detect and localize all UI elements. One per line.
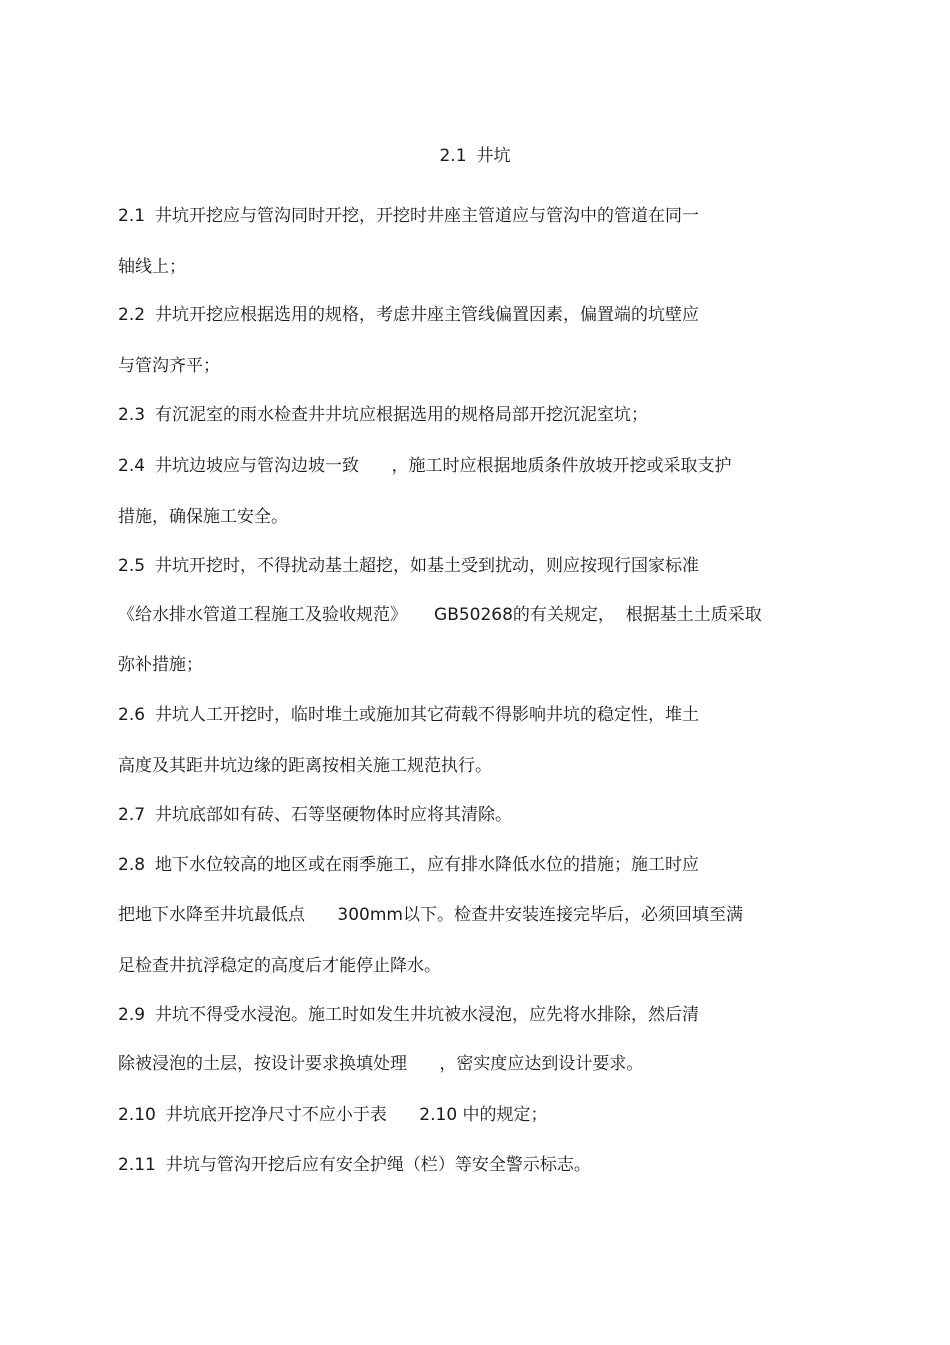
line-text: 《给水排水管道工程施工及验收规范》 GB50268的有关规定， 根据基土土质采取 bbox=[118, 605, 762, 625]
clause-number: 2.6 bbox=[118, 705, 146, 725]
line-text: 把地下水降至井坑最低点 300mm以下。检查井安装连接完毕后，必须回填至满 bbox=[118, 905, 743, 925]
line-text: 井坑不得受水浸泡。施工时如发生井坑被水浸泡，应先将水排除，然后清 bbox=[155, 1005, 700, 1025]
paragraph-line bbox=[118, 254, 186, 280]
clause-number: 2.3 bbox=[118, 405, 146, 425]
line-text: 井坑底开挖净尺寸不应小于表 2.10 中的规定； bbox=[165, 1105, 548, 1125]
paragraph-line bbox=[118, 1102, 548, 1128]
clause-number: 2.2 bbox=[118, 305, 146, 325]
line-text: 井坑人工开挖时，临时堆土或施加其它荷载不得影响井坑的稳定性，堆土 bbox=[155, 705, 700, 725]
paragraph-line bbox=[118, 302, 699, 328]
line-text: 与管沟齐平； bbox=[118, 356, 220, 376]
line-text: 井坑边坡应与管沟边坡一致 ，施工时应根据地质条件放坡开挖或采取支护 bbox=[155, 456, 732, 476]
line-text: 足检查井抗浮稳定的高度后才能停止降水。 bbox=[118, 956, 441, 976]
clause-number: 2.7 bbox=[118, 805, 146, 825]
paragraph-line bbox=[118, 504, 288, 530]
line-text: 轴线上； bbox=[118, 257, 186, 277]
paragraph-line bbox=[118, 203, 699, 229]
clause-number: 2.10 bbox=[118, 1105, 156, 1125]
line-text: 地下水位较高的地区或在雨季施工，应有排水降低水位的措施；施工时应 bbox=[155, 855, 700, 875]
paragraph-line bbox=[118, 753, 492, 779]
section-heading-title: 井坑 bbox=[476, 146, 511, 166]
paragraph-line bbox=[118, 602, 762, 628]
paragraph-line bbox=[118, 553, 699, 579]
line-text: 除被浸泡的土层，按设计要求换填处理 ，密实度应达到设计要求。 bbox=[118, 1054, 644, 1074]
line-text: 井坑底部如有砖、石等坚硬物体时应将其清除。 bbox=[155, 805, 513, 825]
line-text: 措施，确保施工安全。 bbox=[118, 507, 288, 527]
paragraph-line bbox=[118, 652, 203, 678]
paragraph-line bbox=[118, 802, 512, 828]
paragraph-line bbox=[118, 953, 441, 979]
line-text: 有沉泥室的雨水检查井井坑应根据选用的规格局部开挖沉泥室坑； bbox=[155, 405, 649, 425]
line-text: 井坑与管沟开挖后应有安全护绳（栏）等安全警示标志。 bbox=[165, 1155, 591, 1175]
clause-number: 2.11 bbox=[118, 1155, 156, 1175]
paragraph-line bbox=[118, 353, 220, 379]
paragraph-line bbox=[118, 852, 699, 878]
paragraph-line bbox=[118, 1051, 643, 1077]
paragraph-line bbox=[118, 402, 648, 428]
section-heading bbox=[0, 143, 950, 169]
paragraph-line bbox=[118, 702, 699, 728]
section-heading-number: 2.1 bbox=[439, 146, 467, 166]
paragraph-line bbox=[118, 1152, 591, 1178]
line-text: 井坑开挖应根据选用的规格，考虑井座主管线偏置因素，偏置端的坑壁应 bbox=[155, 305, 700, 325]
line-text: 高度及其距井坑边缘的距离按相关施工规范执行。 bbox=[118, 756, 492, 776]
line-text: 井坑开挖时，不得扰动基土超挖，如基土受到扰动，则应按现行国家标准 bbox=[155, 556, 700, 576]
paragraph-line bbox=[118, 453, 731, 479]
line-text: 弥补措施； bbox=[118, 655, 203, 675]
clause-number: 2.9 bbox=[118, 1005, 146, 1025]
clause-number: 2.1 bbox=[118, 206, 146, 226]
line-text: 井坑开挖应与管沟同时开挖，开挖时井座主管道应与管沟中的管道在同一 bbox=[155, 206, 700, 226]
paragraph-line bbox=[118, 902, 743, 928]
clause-number: 2.4 bbox=[118, 456, 146, 476]
clause-number: 2.8 bbox=[118, 855, 146, 875]
clause-number: 2.5 bbox=[118, 556, 146, 576]
paragraph-line bbox=[118, 1002, 699, 1028]
